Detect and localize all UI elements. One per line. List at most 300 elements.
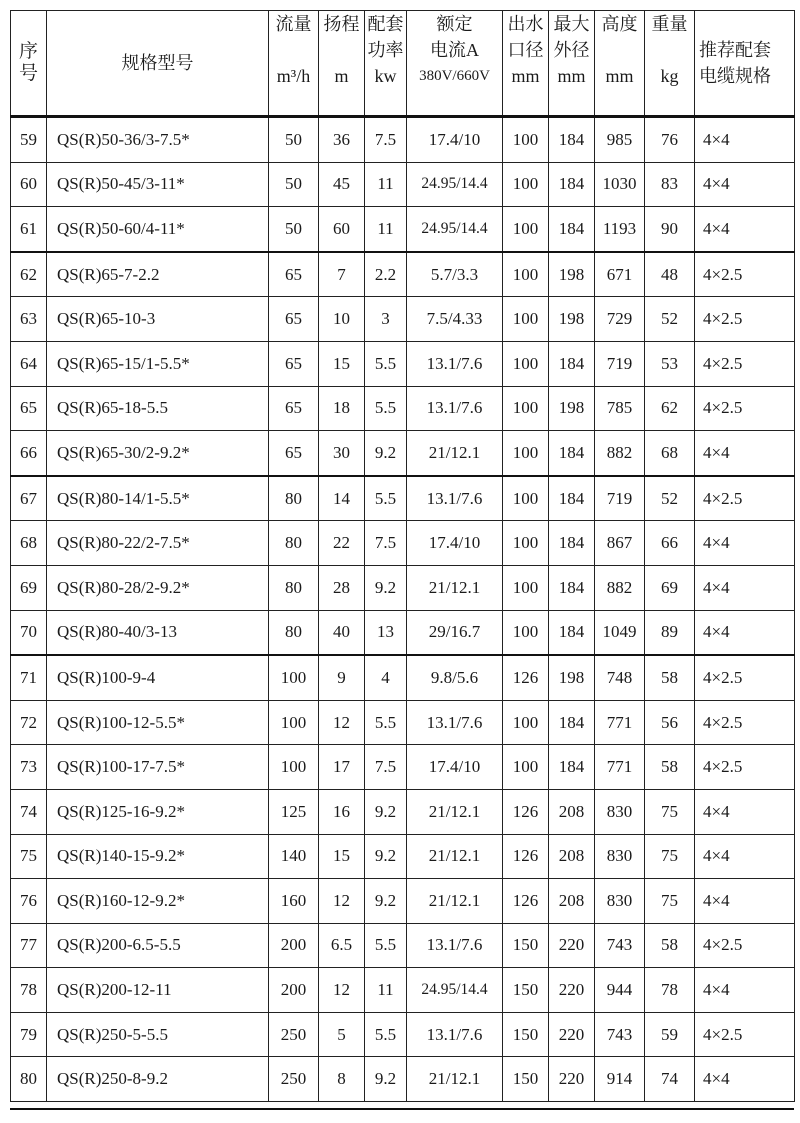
cell-weight: 53: [645, 341, 695, 386]
cell-power: 13: [365, 610, 407, 655]
cell-current: 13.1/7.6: [407, 923, 503, 968]
cell-weight: 66: [645, 521, 695, 566]
table-row: [11, 476, 795, 521]
cell-power: 7.5: [365, 117, 407, 163]
cell-flow: 50: [269, 117, 319, 163]
cell-head: 16: [319, 789, 365, 834]
cell-model: QS(R)160-12-9.2*: [47, 879, 269, 924]
cell-model: QS(R)140-15-9.2*: [47, 834, 269, 879]
cell-height: 830: [595, 879, 645, 924]
cell-seq: 80: [11, 1057, 47, 1102]
cell-weight: 75: [645, 834, 695, 879]
cell-power: 5.5: [365, 341, 407, 386]
cell-flow: 80: [269, 521, 319, 566]
cell-weight: 83: [645, 162, 695, 207]
cell-diameter: 220: [549, 968, 595, 1013]
cell-cable: 4×2.5: [695, 252, 795, 297]
cell-outlet: 150: [503, 923, 549, 968]
cell-weight: 75: [645, 789, 695, 834]
cell-height: 867: [595, 521, 645, 566]
cell-height: 882: [595, 431, 645, 476]
header-height-label: 高度: [601, 14, 638, 34]
header-power-label2: 功率: [367, 40, 404, 60]
table-row: [11, 252, 795, 297]
cell-model: QS(R)200-6.5-5.5: [47, 923, 269, 968]
cell-current: 13.1/7.6: [407, 700, 503, 745]
cell-diameter: 220: [549, 1012, 595, 1057]
cell-seq: 65: [11, 386, 47, 431]
header-current-unit: 380V/660V: [419, 68, 490, 84]
cell-seq: 72: [11, 700, 47, 745]
cell-power: 9.2: [365, 879, 407, 924]
cell-power: 9.2: [365, 565, 407, 610]
header-flow: [269, 11, 319, 117]
cell-current: 9.8/5.6: [407, 655, 503, 700]
table-row: [11, 968, 795, 1013]
header-row: [11, 11, 795, 117]
cell-seq: 73: [11, 745, 47, 790]
cell-outlet: 150: [503, 1057, 549, 1102]
cell-cable: 4×4: [695, 1057, 795, 1102]
cell-cable: 4×4: [695, 789, 795, 834]
header-cable: [695, 11, 795, 117]
header-outlet: [503, 11, 549, 117]
cell-head: 18: [319, 386, 365, 431]
cell-power: 3: [365, 297, 407, 342]
table-row: [11, 789, 795, 834]
cell-flow: 80: [269, 565, 319, 610]
cell-weight: 75: [645, 879, 695, 924]
cell-flow: 65: [269, 297, 319, 342]
cell-cable: 4×2.5: [695, 476, 795, 521]
cell-head: 12: [319, 700, 365, 745]
header-model: 规格型号: [47, 11, 269, 117]
cell-head: 45: [319, 162, 365, 207]
cell-weight: 74: [645, 1057, 695, 1102]
cell-diameter: 208: [549, 834, 595, 879]
header-flow-label: 流量: [275, 14, 312, 34]
header-power: [365, 11, 407, 117]
cell-weight: 52: [645, 476, 695, 521]
cell-power: 5.5: [365, 1012, 407, 1057]
cell-model: QS(R)80-28/2-9.2*: [47, 565, 269, 610]
cell-head: 14: [319, 476, 365, 521]
cell-outlet: 100: [503, 431, 549, 476]
cell-height: 1193: [595, 207, 645, 252]
header-height: [595, 11, 645, 117]
cell-weight: 90: [645, 207, 695, 252]
cell-diameter: 184: [549, 341, 595, 386]
cell-cable: 4×4: [695, 968, 795, 1013]
cell-current: 21/12.1: [407, 834, 503, 879]
header-current-label2: 电流A: [430, 40, 479, 60]
table-row: [11, 386, 795, 431]
cell-outlet: 126: [503, 655, 549, 700]
cell-outlet: 100: [503, 341, 549, 386]
cell-seq: 67: [11, 476, 47, 521]
cell-current: 21/12.1: [407, 1057, 503, 1102]
cell-height: 743: [595, 1012, 645, 1057]
cell-cable: 4×4: [695, 610, 795, 655]
cell-power: 2.2: [365, 252, 407, 297]
cell-diameter: 184: [549, 117, 595, 163]
cell-cable: 4×2.5: [695, 297, 795, 342]
cell-model: QS(R)80-40/3-13: [47, 610, 269, 655]
header-outlet-label1: 出水: [507, 14, 544, 34]
cell-model: QS(R)250-8-9.2: [47, 1057, 269, 1102]
cell-outlet: 126: [503, 879, 549, 924]
header-weight: [645, 11, 695, 117]
cell-model: QS(R)65-15/1-5.5*: [47, 341, 269, 386]
cell-flow: 80: [269, 476, 319, 521]
cell-outlet: 100: [503, 745, 549, 790]
cell-power: 9.2: [365, 834, 407, 879]
cell-diameter: 184: [549, 431, 595, 476]
cell-weight: 68: [645, 431, 695, 476]
table-row: [11, 655, 795, 700]
cell-height: 914: [595, 1057, 645, 1102]
cell-seq: 70: [11, 610, 47, 655]
cell-diameter: 184: [549, 162, 595, 207]
cell-cable: 4×4: [695, 521, 795, 566]
cell-flow: 100: [269, 655, 319, 700]
cell-seq: 79: [11, 1012, 47, 1057]
cell-cable: 4×4: [695, 207, 795, 252]
cell-diameter: 198: [549, 655, 595, 700]
cell-current: 13.1/7.6: [407, 476, 503, 521]
table-row: [11, 341, 795, 386]
cell-head: 7: [319, 252, 365, 297]
cell-head: 30: [319, 431, 365, 476]
cell-flow: 65: [269, 431, 319, 476]
cell-outlet: 100: [503, 162, 549, 207]
cell-seq: 66: [11, 431, 47, 476]
cell-current: 21/12.1: [407, 789, 503, 834]
cell-power: 11: [365, 162, 407, 207]
cell-head: 12: [319, 879, 365, 924]
cell-model: QS(R)100-9-4: [47, 655, 269, 700]
header-weight-unit: kg: [660, 66, 679, 86]
cell-current: 21/12.1: [407, 879, 503, 924]
cell-outlet: 100: [503, 386, 549, 431]
cell-cable: 4×2.5: [695, 386, 795, 431]
cell-seq: 74: [11, 789, 47, 834]
header-outlet-unit: mm: [511, 66, 540, 86]
cell-current: 17.4/10: [407, 117, 503, 163]
cell-outlet: 100: [503, 565, 549, 610]
header-weight-label: 重量: [651, 14, 688, 34]
cell-outlet: 150: [503, 1012, 549, 1057]
cell-head: 60: [319, 207, 365, 252]
cell-model: QS(R)80-14/1-5.5*: [47, 476, 269, 521]
cell-head: 40: [319, 610, 365, 655]
header-power-unit: kw: [374, 66, 397, 86]
cell-current: 17.4/10: [407, 521, 503, 566]
cell-model: QS(R)200-12-11: [47, 968, 269, 1013]
cell-seq: 62: [11, 252, 47, 297]
cell-current: 17.4/10: [407, 745, 503, 790]
table-row: [11, 923, 795, 968]
cell-head: 9: [319, 655, 365, 700]
cell-cable: 4×2.5: [695, 745, 795, 790]
cell-height: 743: [595, 923, 645, 968]
cell-outlet: 100: [503, 700, 549, 745]
cell-seq: 64: [11, 341, 47, 386]
cell-flow: 65: [269, 252, 319, 297]
cell-head: 6.5: [319, 923, 365, 968]
cell-model: QS(R)100-12-5.5*: [47, 700, 269, 745]
cell-power: 7.5: [365, 745, 407, 790]
cell-head: 10: [319, 297, 365, 342]
cell-head: 15: [319, 834, 365, 879]
cell-current: 13.1/7.6: [407, 1012, 503, 1057]
table-row: [11, 879, 795, 924]
table-row: [11, 1057, 795, 1102]
cell-power: 5.5: [365, 476, 407, 521]
cell-flow: 200: [269, 968, 319, 1013]
cell-seq: 63: [11, 297, 47, 342]
cell-head: 5: [319, 1012, 365, 1057]
cell-height: 748: [595, 655, 645, 700]
cell-outlet: 100: [503, 610, 549, 655]
cell-height: 785: [595, 386, 645, 431]
cell-power: 11: [365, 968, 407, 1013]
cell-diameter: 184: [549, 476, 595, 521]
header-power-label1: 配套: [367, 14, 404, 34]
cell-power: 9.2: [365, 431, 407, 476]
cell-outlet: 126: [503, 834, 549, 879]
cell-model: QS(R)65-10-3: [47, 297, 269, 342]
cell-current: 7.5/4.33: [407, 297, 503, 342]
header-head-unit: m: [334, 66, 349, 86]
table-row: [11, 117, 795, 163]
cell-flow: 100: [269, 745, 319, 790]
cell-outlet: 100: [503, 521, 549, 566]
cell-cable: 4×2.5: [695, 700, 795, 745]
cell-outlet: 150: [503, 968, 549, 1013]
cell-model: QS(R)65-18-5.5: [47, 386, 269, 431]
table-row: [11, 565, 795, 610]
table-row: [11, 834, 795, 879]
cell-current: 24.95/14.4: [407, 968, 503, 1013]
cell-current: 5.7/3.3: [407, 252, 503, 297]
cell-height: 719: [595, 341, 645, 386]
cell-model: QS(R)65-30/2-9.2*: [47, 431, 269, 476]
cell-seq: 76: [11, 879, 47, 924]
table-body: [11, 117, 795, 1102]
cell-current: 24.95/14.4: [407, 207, 503, 252]
cell-current: 21/12.1: [407, 565, 503, 610]
cell-weight: 58: [645, 745, 695, 790]
cell-seq: 78: [11, 968, 47, 1013]
cell-height: 1030: [595, 162, 645, 207]
table-row: [11, 700, 795, 745]
cell-flow: 160: [269, 879, 319, 924]
header-seq-line2: 号: [18, 63, 38, 84]
header-cable-label1: 推荐配套: [699, 40, 771, 60]
cell-outlet: 126: [503, 789, 549, 834]
cell-power: 9.2: [365, 789, 407, 834]
header-seq: [11, 11, 47, 117]
header-head-label: 扬程: [323, 14, 360, 34]
table-row: [11, 745, 795, 790]
cell-height: 1049: [595, 610, 645, 655]
cell-weight: 52: [645, 297, 695, 342]
cell-height: 729: [595, 297, 645, 342]
cell-outlet: 100: [503, 117, 549, 163]
cell-diameter: 198: [549, 297, 595, 342]
header-outlet-label2: 口径: [507, 40, 544, 60]
cell-seq: 61: [11, 207, 47, 252]
cell-height: 771: [595, 745, 645, 790]
header-head: [319, 11, 365, 117]
cell-flow: 125: [269, 789, 319, 834]
cell-height: 771: [595, 700, 645, 745]
cell-height: 882: [595, 565, 645, 610]
header-current: [407, 11, 503, 117]
cell-diameter: 198: [549, 386, 595, 431]
cell-diameter: 184: [549, 700, 595, 745]
cell-weight: 78: [645, 968, 695, 1013]
cell-diameter: 184: [549, 207, 595, 252]
cell-cable: 4×4: [695, 834, 795, 879]
cell-flow: 50: [269, 207, 319, 252]
header-diameter: [549, 11, 595, 117]
cell-power: 5.5: [365, 923, 407, 968]
cell-weight: 89: [645, 610, 695, 655]
cell-current: 24.95/14.4: [407, 162, 503, 207]
cell-cable: 4×4: [695, 431, 795, 476]
table-row: [11, 431, 795, 476]
cell-power: 11: [365, 207, 407, 252]
table-header: [11, 11, 795, 117]
cell-head: 36: [319, 117, 365, 163]
cell-current: 13.1/7.6: [407, 341, 503, 386]
header-cable-label2: 电缆规格: [699, 66, 771, 86]
cell-outlet: 100: [503, 207, 549, 252]
cell-weight: 58: [645, 923, 695, 968]
table-row: [11, 610, 795, 655]
cell-height: 944: [595, 968, 645, 1013]
header-diameter-unit: mm: [557, 66, 586, 86]
cell-cable: 4×4: [695, 879, 795, 924]
table-row: [11, 1012, 795, 1057]
header-current-label1: 额定: [436, 14, 473, 34]
cell-flow: 250: [269, 1057, 319, 1102]
cell-power: 5.5: [365, 700, 407, 745]
cell-weight: 48: [645, 252, 695, 297]
cell-height: 830: [595, 834, 645, 879]
cell-cable: 4×2.5: [695, 655, 795, 700]
cell-height: 719: [595, 476, 645, 521]
table-row: [11, 162, 795, 207]
cell-flow: 100: [269, 700, 319, 745]
cell-seq: 60: [11, 162, 47, 207]
cell-weight: 58: [645, 655, 695, 700]
cell-cable: 4×2.5: [695, 923, 795, 968]
cell-seq: 68: [11, 521, 47, 566]
cell-cable: 4×2.5: [695, 1012, 795, 1057]
page-bottom-rule: [10, 1108, 794, 1110]
cell-outlet: 100: [503, 297, 549, 342]
cell-seq: 69: [11, 565, 47, 610]
cell-current: 29/16.7: [407, 610, 503, 655]
table-row: [11, 207, 795, 252]
cell-model: QS(R)50-45/3-11*: [47, 162, 269, 207]
cell-cable: 4×4: [695, 565, 795, 610]
spec-table-container: [10, 10, 794, 1102]
cell-diameter: 198: [549, 252, 595, 297]
cell-flow: 200: [269, 923, 319, 968]
table-row: [11, 521, 795, 566]
pump-spec-table: [10, 10, 795, 1102]
cell-diameter: 184: [549, 565, 595, 610]
cell-diameter: 184: [549, 521, 595, 566]
cell-head: 22: [319, 521, 365, 566]
cell-power: 7.5: [365, 521, 407, 566]
cell-seq: 71: [11, 655, 47, 700]
cell-diameter: 208: [549, 789, 595, 834]
cell-diameter: 184: [549, 610, 595, 655]
cell-weight: 59: [645, 1012, 695, 1057]
cell-head: 15: [319, 341, 365, 386]
cell-flow: 65: [269, 341, 319, 386]
header-seq-line1: 序: [18, 41, 38, 62]
table-row: [11, 297, 795, 342]
cell-seq: 75: [11, 834, 47, 879]
cell-seq: 77: [11, 923, 47, 968]
cell-outlet: 100: [503, 476, 549, 521]
header-height-unit: mm: [605, 66, 634, 86]
cell-weight: 56: [645, 700, 695, 745]
header-flow-unit: m³/h: [276, 66, 311, 86]
cell-flow: 50: [269, 162, 319, 207]
cell-head: 12: [319, 968, 365, 1013]
cell-model: QS(R)50-36/3-7.5*: [47, 117, 269, 163]
cell-flow: 140: [269, 834, 319, 879]
cell-flow: 65: [269, 386, 319, 431]
cell-model: QS(R)125-16-9.2*: [47, 789, 269, 834]
cell-height: 985: [595, 117, 645, 163]
cell-power: 4: [365, 655, 407, 700]
cell-model: QS(R)80-22/2-7.5*: [47, 521, 269, 566]
cell-flow: 250: [269, 1012, 319, 1057]
cell-height: 671: [595, 252, 645, 297]
header-diameter-label2: 外径: [553, 40, 590, 60]
cell-outlet: 100: [503, 252, 549, 297]
cell-height: 830: [595, 789, 645, 834]
cell-diameter: 220: [549, 923, 595, 968]
cell-diameter: 184: [549, 745, 595, 790]
cell-model: QS(R)50-60/4-11*: [47, 207, 269, 252]
cell-head: 17: [319, 745, 365, 790]
cell-cable: 4×4: [695, 117, 795, 163]
cell-current: 21/12.1: [407, 431, 503, 476]
cell-power: 5.5: [365, 386, 407, 431]
cell-model: QS(R)250-5-5.5: [47, 1012, 269, 1057]
cell-current: 13.1/7.6: [407, 386, 503, 431]
header-diameter-label1: 最大: [553, 14, 590, 34]
cell-cable: 4×4: [695, 162, 795, 207]
cell-weight: 62: [645, 386, 695, 431]
cell-cable: 4×2.5: [695, 341, 795, 386]
cell-head: 8: [319, 1057, 365, 1102]
cell-model: QS(R)100-17-7.5*: [47, 745, 269, 790]
cell-diameter: 208: [549, 879, 595, 924]
cell-diameter: 220: [549, 1057, 595, 1102]
cell-flow: 80: [269, 610, 319, 655]
cell-power: 9.2: [365, 1057, 407, 1102]
